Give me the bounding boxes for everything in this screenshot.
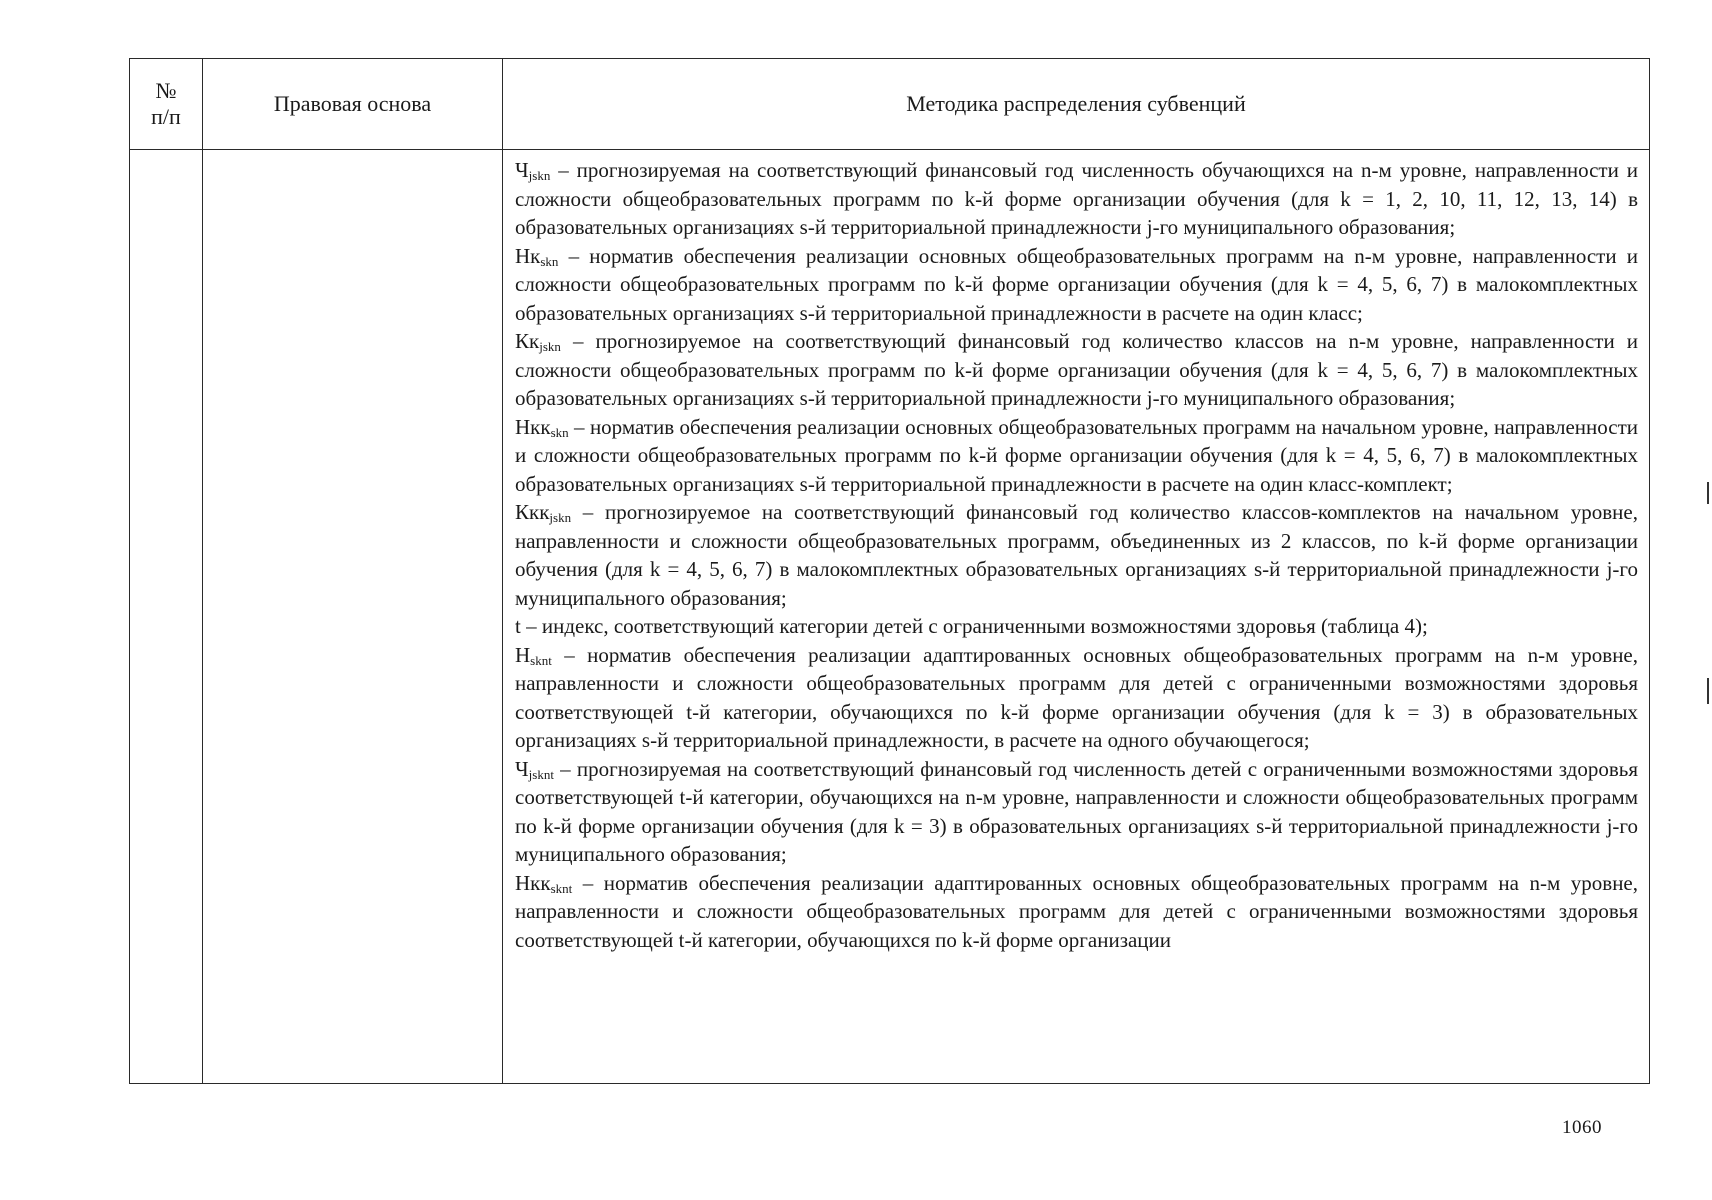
cell-methodology <box>503 150 1650 1084</box>
definition-subscript: sknt <box>530 652 552 668</box>
definition-item <box>515 869 1638 955</box>
cell-legal-basis <box>203 150 503 1084</box>
definition-item <box>515 612 1638 641</box>
definitions-list <box>503 150 1649 1081</box>
header-number <box>130 59 203 150</box>
definition-symbol: Ккк <box>515 500 550 524</box>
definition-text: – прогнозируемое на соответствующий финансовый год количество классов на n-м уровне, направленности и сложности общеобразовательных программ по k-й форме организации обучения (для k = 4, 5, 6, 7) в малокомплектных образовательных организациях s-й территориальной принадлежности j-го муниципального образования; <box>515 329 1638 410</box>
cell-number <box>130 150 203 1084</box>
definition-subscript: jskn <box>549 510 572 525</box>
definition-text: – норматив обеспечения реализации основных общеобразовательных программ на начальном уровне, направленности и сложности общеобразовательных программ по k-й форме организации обучения (для k = 4, 5, 6, 7) в малокомплектных образовательных организациях s-й территориальной принадлежности в расчете на один класс-комплект; <box>515 414 1638 496</box>
definition-item <box>515 755 1638 869</box>
definition-symbol: Н <box>515 642 531 667</box>
definition-subscript: sknt <box>550 880 573 896</box>
definition-text: – индекс, соответствующий категории детей с ограниченными возможностями здоровья (таблица 4); <box>520 614 1428 638</box>
definition-item <box>515 242 1638 328</box>
subvention-table <box>129 58 1650 1084</box>
definition-subscript: skn <box>550 424 569 440</box>
definition-symbol: t <box>515 614 521 638</box>
definition-symbol: Нкк <box>515 414 551 439</box>
definition-item <box>515 641 1638 755</box>
page-number: 1060 <box>1562 1117 1602 1138</box>
table-header-row <box>130 59 1650 150</box>
scan-artifact-mark <box>1707 482 1709 504</box>
definition-symbol: Ч <box>515 756 529 781</box>
definition-subscript: jskn <box>539 339 561 354</box>
table-row <box>130 150 1650 1084</box>
definition-text: – норматив обеспечения реализации адаптированных основных общеобразовательных программ на n-м уровне, направленности и сложности общеобразовательных программ для детей с ограниченными возможностями здоровья соответствующей t-й категории, обучающихся по k-й форме организации <box>515 870 1638 952</box>
definition-subscript: skn <box>540 253 559 269</box>
definition-symbol: Нк <box>515 243 541 268</box>
definition-text: – прогнозируемая на соответствующий финансовый год численность обучающихся на n-м уровне, направленности и сложности общеобразовательных программ по k-й форме организации обучения (для k = 1, 2, 10, 11, 12, 13, 14) в образовательных организациях s-й территориальной принадлежности j-го муниципального образования; <box>515 158 1638 239</box>
definition-text: – норматив обеспечения реализации основных общеобразовательных программ на n-м уровне, направленности и сложности общеобразовательных программ по k-й форме организации обучения (для k = 4, 5, 6, 7) в малокомплектных образовательных организациях s-й территориальной принадлежности в расчете на один класс; <box>515 243 1638 325</box>
definition-item <box>515 156 1638 242</box>
definition-text: – прогнозируемое на соответствующий финансовый год количество классов-комплектов на начальном уровне, направленности и сложности общеобразовательных программ, объединенных из 2 классов, по k-й форме организации обучения (для k = 4, 5, 6, 7) в малокомплектных образовательных организациях s-й территориальной принадлежности j-го муниципального образования; <box>515 500 1638 610</box>
header-number-symbol: № <box>155 78 177 103</box>
definition-text: – норматив обеспечения реализации адаптированных основных общеобразовательных программ на n-м уровне, направленности и сложности общеобразовательных программ для детей с ограниченными возможностями здоровья соответствующей t-й категории, обучающихся по k-й форме организации обучения (для k = 3) в образовательных организациях s-й территориальной принадлежности, в расчете на одного обучающегося; <box>515 642 1638 752</box>
definition-subscript: jskn <box>528 168 551 183</box>
scan-artifact-mark <box>1707 678 1709 704</box>
header-number-abbr: п/п <box>151 104 181 129</box>
definition-symbol: Нкк <box>515 870 551 895</box>
definition-text: – прогнозируемая на соответствующий финансовый год численность детей с ограниченными возможностями здоровья соответствующей t-й категории, обучающихся на n-м уровне, направленности и сложности общеобразовательных программ по k-й форме организации обучения (для k = 3) в образовательных организациях s-й территориальной принадлежности j-го муниципального образования; <box>515 756 1638 866</box>
definition-item <box>515 498 1638 612</box>
header-methodology: Методика распределения субвенций <box>503 59 1650 150</box>
definition-subscript: jsknt <box>528 766 554 782</box>
definition-item <box>515 413 1638 499</box>
definition-symbol: Кк <box>515 329 540 353</box>
header-legal-basis: Правовая основа <box>203 59 503 150</box>
definition-symbol: Ч <box>515 158 529 182</box>
definition-item <box>515 327 1638 413</box>
